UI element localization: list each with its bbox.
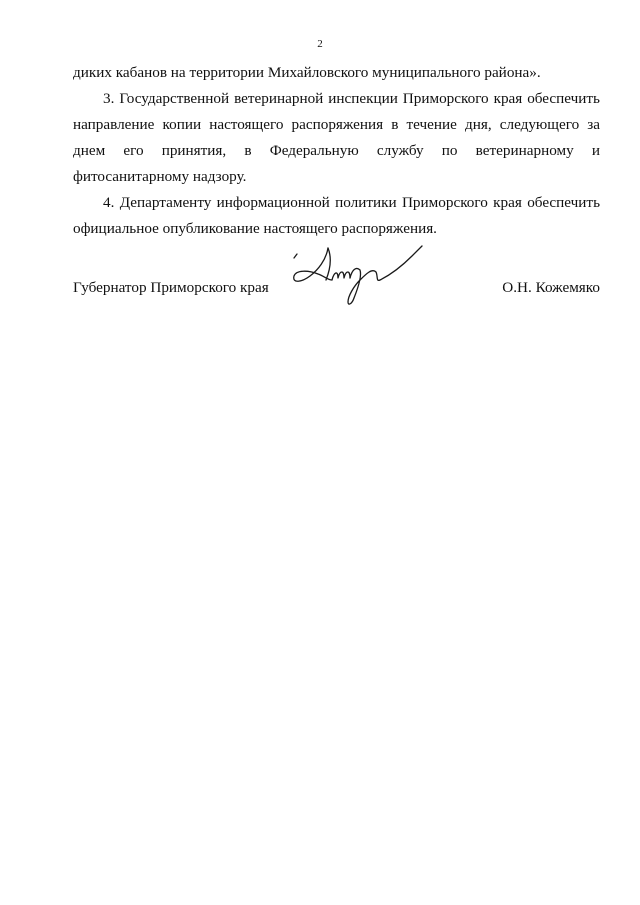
signatory-name: О.Н. Кожемяко — [502, 279, 600, 296]
paragraph-item-3: 3. Государственной ветеринарной инспекции Приморского края обеспечить направление копии настоящего распоряжения в течение дня, следующего за днем его принятия, в Федеральную службу по ветеринарному и фитосанитарному надзору. — [73, 90, 600, 185]
signature-block — [73, 276, 600, 300]
document-body — [73, 60, 600, 242]
signatory-position: Губернатор Приморского края — [73, 279, 269, 296]
paragraph-continuation: диких кабанов на территории Михайловского муниципального района». — [73, 64, 541, 81]
paragraph-item-4: 4. Департаменту информационной политики Приморского края обеспечить официальное опубликование настоящего распоряжения. — [73, 194, 600, 237]
page-number: 2 — [317, 38, 323, 50]
